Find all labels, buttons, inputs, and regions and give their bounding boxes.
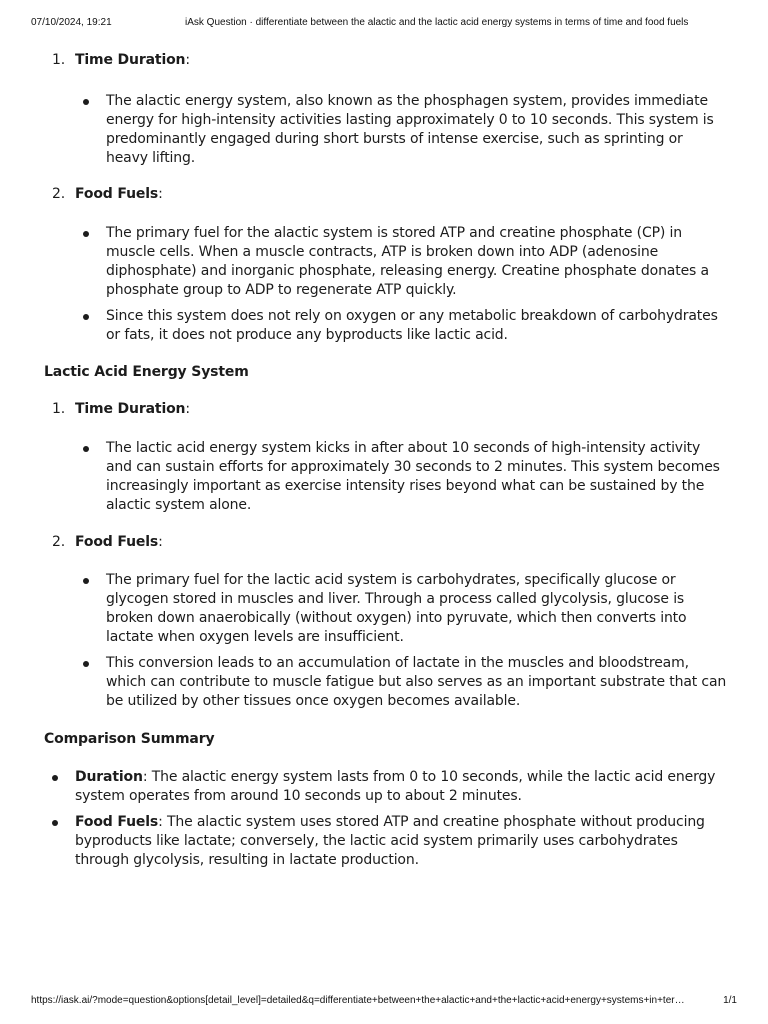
alactic-time-label: Time Duration: [75, 52, 186, 68]
bullet-icon: [83, 99, 89, 105]
page-number: 1/1: [723, 995, 737, 1006]
lactic-fuels-item: 2. Food Fuels:: [52, 534, 163, 550]
alactic-fuels-item: 2. Food Fuels:: [52, 186, 163, 202]
alactic-time-item: 1. Time Duration:: [52, 52, 190, 68]
list-number: 2.: [52, 186, 66, 202]
print-footer: [31, 995, 737, 1009]
list-item: The primary fuel for the alactic system is stored ATP and creatine phosphate (CP) in muscle cells. When a muscle contracts, ATP is broken down into ADP (adenosine diphosphate) and inorganic phosphate, releasing energy. Creatine phosphate donates a phosphate group to ADP to regenerate ATP quickly.: [44, 224, 732, 300]
bullet-icon: [83, 578, 89, 584]
bullet-icon: [83, 231, 89, 237]
print-title: iAsk Question · differentiate between the alactic and the lactic acid energy systems in terms of time and food fuels: [185, 17, 689, 28]
summary-fuels-label: Food Fuels: [75, 814, 159, 830]
alactic-fuels-label: Food Fuels: [75, 186, 159, 202]
list-item: Food Fuels: The alactic system uses stored ATP and creatine phosphate without producing byproducts like lactate; conversely, the lactic acid system primarily uses carbohydrates through glycolysis, resulting in lactate production.: [44, 813, 726, 870]
bullet-icon: [52, 775, 58, 781]
bullet-icon: [52, 820, 58, 826]
lactic-time-bullets: [44, 439, 726, 515]
summary-heading: Comparison Summary: [44, 731, 215, 747]
list-number: 1.: [52, 52, 66, 68]
list-item: The lactic acid energy system kicks in after about 10 seconds of high-intensity activity and can sustain efforts for approximately 30 seconds to 2 minutes. This system becomes increasingly important as exercise intensity rises beyond what can be sustained by the alactic system alone.: [44, 439, 726, 515]
alactic-time-bullets: [44, 92, 726, 168]
list-number: 1.: [52, 401, 66, 417]
lactic-fuels-bullets: [44, 571, 732, 711]
list-item: Duration: The alactic energy system lasts from 0 to 10 seconds, while the lactic acid energy system operates from around 10 seconds up to about 2 minutes.: [44, 768, 726, 806]
lactic-time-label: Time Duration: [75, 401, 186, 417]
lactic-heading: Lactic Acid Energy System: [44, 364, 249, 380]
list-item: The primary fuel for the lactic acid system is carbohydrates, specifically glucose or glycogen stored in muscles and liver. Through a process called glycolysis, glucose is broken down anaerobically (without oxygen) into pyruvate, which then converts into lactate when oxygen levels are insufficient.: [44, 571, 732, 647]
bullet-icon: [83, 314, 89, 320]
list-item: The alactic energy system, also known as the phosphagen system, provides immediate energy for high-intensity activities lasting approximately 0 to 10 seconds. This system is predominantly engaged during short bursts of intense exercise, such as sprinting or heavy lifting.: [44, 92, 726, 168]
summary-list: [44, 768, 726, 870]
alactic-fuels-bullets: [44, 224, 732, 345]
bullet-icon: [83, 446, 89, 452]
list-item: This conversion leads to an accumulation of lactate in the muscles and bloodstream, which can contribute to muscle fatigue but also serves as an important substrate that can be utilized by other tissues once oxygen becomes available.: [44, 654, 732, 711]
lactic-fuels-label: Food Fuels: [75, 534, 159, 550]
bullet-icon: [83, 661, 89, 667]
list-number: 2.: [52, 534, 66, 550]
print-header: [31, 17, 737, 31]
lactic-time-item: 1. Time Duration:: [52, 401, 190, 417]
summary-duration-label: Duration: [75, 769, 143, 785]
page-url: https://iask.ai/?mode=question&options[detail_level]=detailed&q=differentiate+between+the+alactic+and+the+lactic+acid+energy+systems+in+ter…: [31, 995, 685, 1006]
list-item: Since this system does not rely on oxygen or any metabolic breakdown of carbohydrates or fats, it does not produce any byproducts like lactic acid.: [44, 307, 732, 345]
print-date: 07/10/2024, 19:21: [31, 17, 112, 28]
